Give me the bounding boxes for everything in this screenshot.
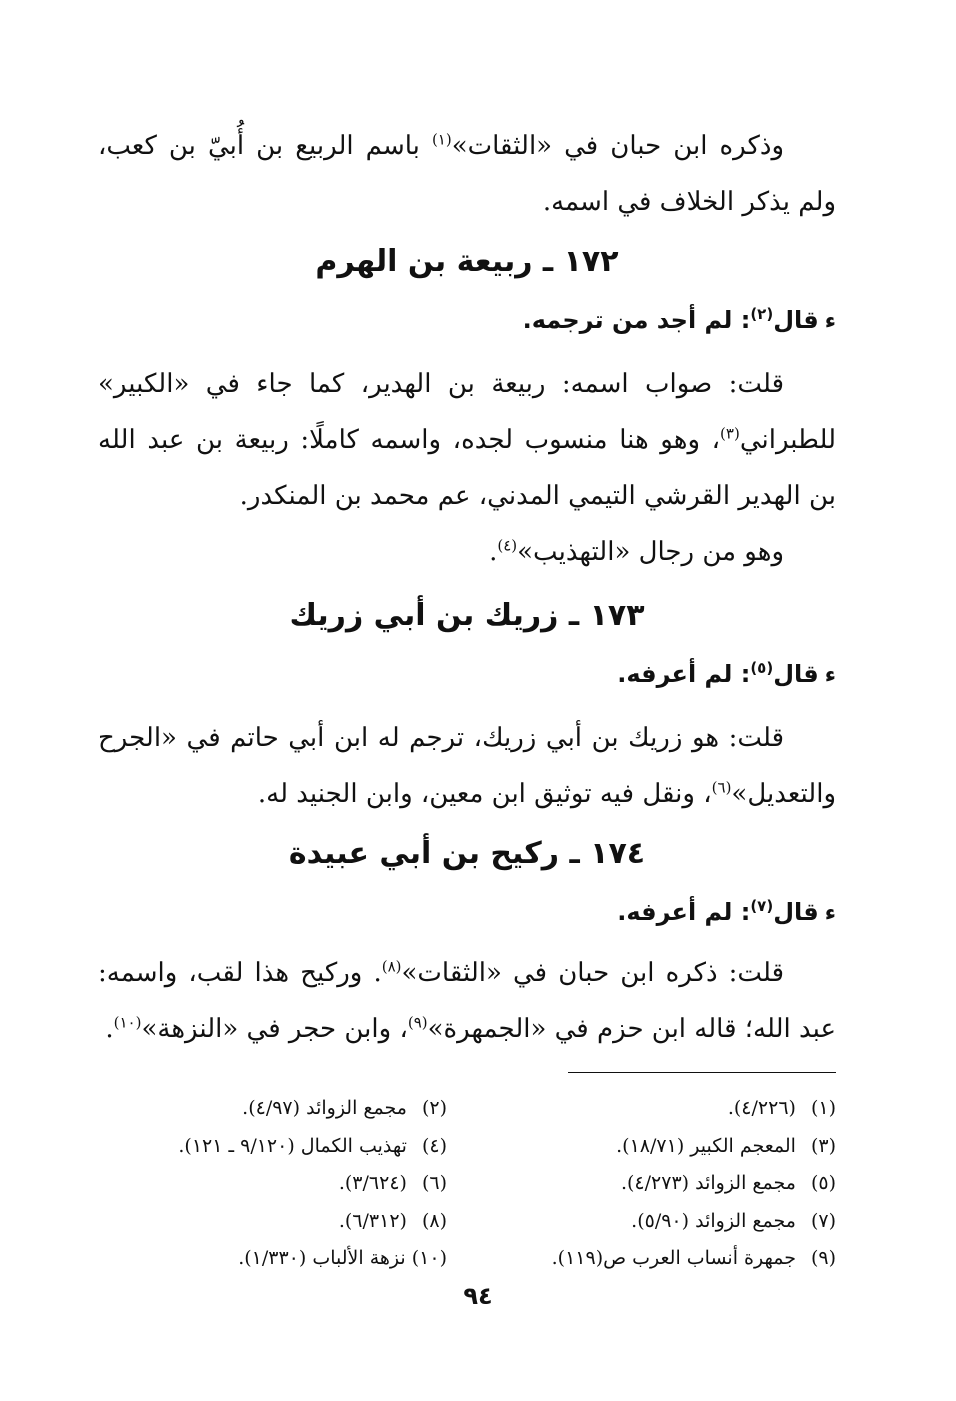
footnotes-list (98, 1090, 836, 1278)
footnote-text: (٣/٦٢٤). (338, 1172, 407, 1194)
qal-text: : لم أجد من ترجمه. (522, 306, 751, 334)
footnote-text: مجمع الزوائد (٤/٢٧٣). (620, 1172, 796, 1194)
entry-heading-174: ١٧٤ ـ ركيح بن أبي عبيدة (288, 836, 646, 871)
footnote-item (487, 1090, 836, 1128)
footnote-ref: (٥) (750, 659, 774, 677)
intro-paragraph-block (98, 118, 836, 230)
footnote-text: مجمع الزوائد (٥/٩٠). (631, 1209, 796, 1232)
footnote-text: نزهة الألباب (١/٣٣٠). (238, 1247, 406, 1269)
intro-text-b: باسم الربيع بن أُبيّ بن كعب، ولم يذكر الخلاف في اسمه. (98, 131, 836, 217)
footnote-item (98, 1128, 447, 1166)
footnote-ref: (٤) (497, 536, 518, 555)
footnote-ref: (١) (431, 130, 452, 149)
entry-paragraph (98, 356, 836, 524)
footnote-ref: (٢) (750, 305, 774, 323)
footnote-ref: (٦) (711, 778, 732, 797)
bullet-mark: ء (824, 901, 836, 926)
footnote-number: (١٠) (411, 1247, 447, 1269)
entry-text-a: قلت: ذكره ابن حبان في «الثقات» (401, 958, 784, 988)
qal-label: قال (773, 306, 819, 334)
footnote-item (98, 1090, 447, 1128)
entry-text-d: . (105, 1014, 114, 1044)
footnote-text: المعجم الكبير (١٨/٧١). (616, 1134, 796, 1157)
bullet-mark: ء (824, 663, 836, 688)
entry-text-a: قلت: صواب اسمه: ربيعة بن الهدير، كما جاء في «الكبير» للطبراني (98, 369, 836, 455)
entry-paragraph (98, 945, 836, 1057)
qal-line-173 (98, 660, 836, 688)
bullet-mark: ء (824, 309, 836, 334)
footnote-number: (٤) (421, 1134, 447, 1157)
footnote-ref: (٩) (407, 1013, 428, 1032)
entry-heading-173: ١٧٣ ـ زريك بن أبي زريك (289, 598, 645, 633)
entry-text-b: ، وهو هنا منسوب لجده، واسمه كاملًا: ربيعة بن عبد الله بن الهدير القرشي التيمي المدني، عم محمد بن المنكدر. (98, 425, 836, 511)
footnote-text: جمهرة أنساب العرب ص(١١٩). (551, 1247, 796, 1269)
intro-paragraph (98, 118, 836, 230)
footnote-item (98, 1165, 447, 1203)
qal-label: قال (773, 660, 819, 688)
entry-text-a: قلت: هو زريك بن أبي زريك، ترجم له ابن أبي حاتم في «الجرح والتعديل» (98, 723, 836, 809)
footnote-ref: (٧) (750, 897, 774, 915)
footnote-number: (١) (810, 1097, 836, 1119)
entry-text-b: ، ونقل فيه توثيق ابن معين، وابن الجنيد له. (257, 779, 712, 809)
intro-text-a: وذكره ابن حبان في «الثقات» (451, 131, 784, 161)
entry-text-b: . وركيح هذا لقب، واسمه: عبد الله؛ قاله ابن حزم في «الجمهرة» (98, 958, 836, 1044)
entry-paragraph (98, 710, 836, 822)
entry-body-174 (98, 945, 836, 1057)
footnote-item (487, 1165, 836, 1203)
qal-text: : لم أعرفه. (617, 660, 751, 688)
qal-line-172 (98, 306, 836, 334)
footnote-item (487, 1128, 836, 1166)
footnote-divider (568, 1072, 836, 1073)
page-number: ٩٤ (463, 1282, 493, 1310)
footnote-item (487, 1203, 836, 1241)
footnote-item (487, 1240, 836, 1278)
footnote-number: (٢) (421, 1097, 447, 1119)
footnote-text: (٤/٢٢٦). (727, 1097, 796, 1119)
qal-line-174 (98, 898, 836, 926)
footnote-number: (٨) (421, 1209, 447, 1232)
footnote-text: تهذيب الكمال (٩/١٢٠ ـ ١٢١). (178, 1134, 407, 1157)
footnote-item (98, 1203, 447, 1241)
footnote-ref: (٣) (720, 424, 740, 443)
entry-extra-text-b: . (489, 537, 498, 567)
entry-paragraph-extra (98, 524, 836, 580)
footnote-text: مجمع الزوائد (٤/٩٧). (242, 1097, 407, 1119)
footnote-number: (٣) (810, 1134, 836, 1157)
entry-extra-text-a: وهو من رجال «التهذيب» (517, 537, 784, 567)
entry-heading-172: ١٧٢ ـ ربيعة بن الهرم (315, 244, 619, 279)
footnote-number: (٥) (810, 1172, 836, 1194)
footnote-ref: (٨) (381, 957, 402, 976)
entry-body-173 (98, 710, 836, 822)
footnote-number: (٦) (421, 1172, 447, 1194)
entry-text-c: ، وابن حجر في «النزهة» (141, 1014, 408, 1044)
footnote-item (98, 1240, 447, 1278)
footnote-number: (٧) (810, 1209, 836, 1232)
qal-label: قال (773, 898, 819, 926)
qal-text: : لم أعرفه. (617, 898, 751, 926)
footnote-number: (٩) (810, 1247, 836, 1269)
footnote-text: (٦/٣١٢). (338, 1209, 407, 1232)
footnote-ref: (١٠) (113, 1013, 142, 1032)
entry-body-172 (98, 356, 836, 580)
